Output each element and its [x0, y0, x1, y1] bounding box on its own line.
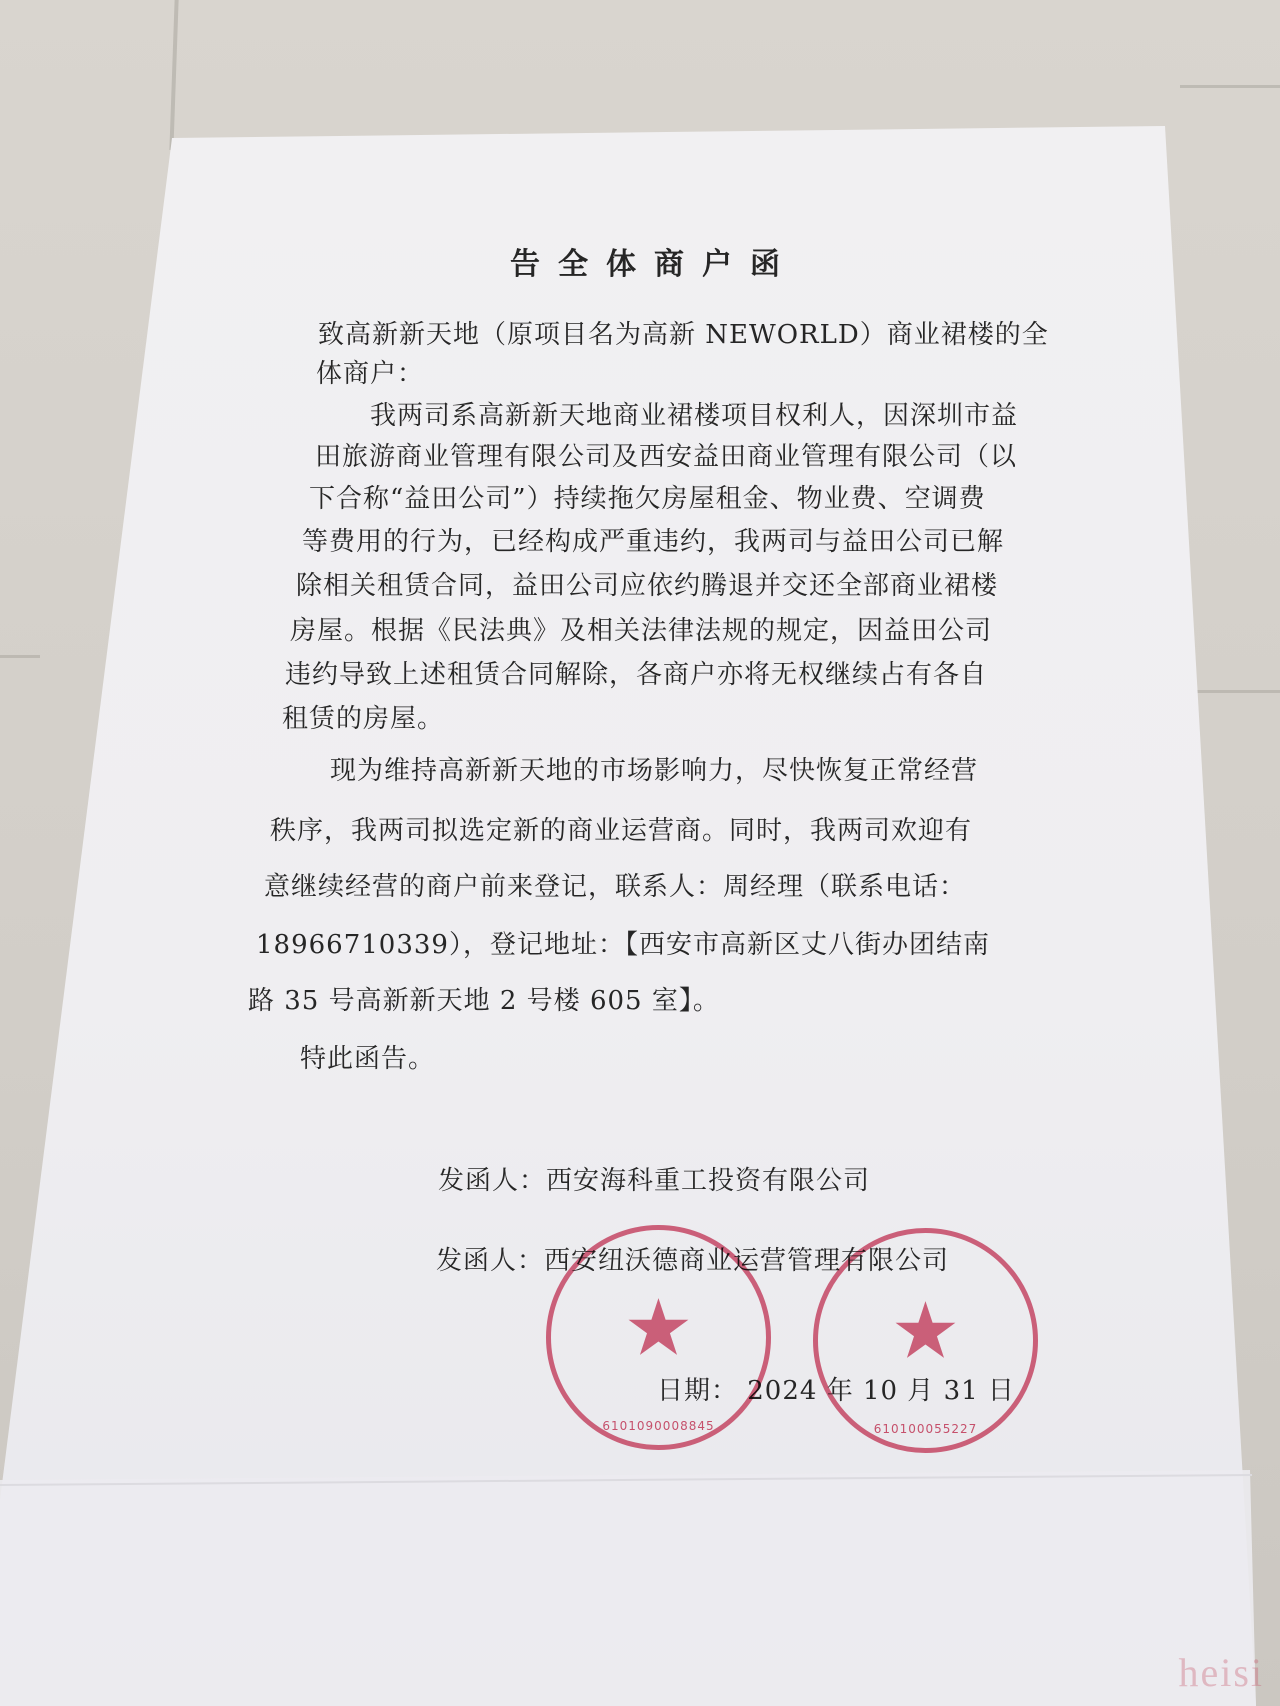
company-seal-right — [813, 1228, 1038, 1453]
paragraph-line: 除相关租赁合同，益田公司应依约腾退并交还全部商业裙楼 — [296, 571, 999, 601]
paragraph-line: 违约导致上述租赁合同解除，各商户亦将无权继续占有各自 — [285, 660, 988, 690]
company-seal-left — [546, 1225, 771, 1450]
paragraph-line: 房屋。根据《民法典》及相关法律法规的规定，因益田公司 — [290, 616, 993, 646]
paragraph-line: 路 35 号高新新天地 2 号楼 605 室】。 — [248, 986, 720, 1016]
paragraph-line: 租赁的房屋。 — [282, 704, 445, 734]
star-icon: ★ — [890, 1286, 961, 1377]
star-icon: ★ — [623, 1283, 694, 1374]
salutation-line: 致高新新天地（原项目名为高新 NEWORLD）商业裙楼的全 — [318, 320, 1049, 350]
date-line: 日期： 2024 年 10 月 31 日 — [657, 1376, 1015, 1406]
paragraph-line: 等费用的行为，已经构成严重违约，我两司与益田公司已解 — [302, 527, 1005, 557]
paragraph-line: 意继续经营的商户前来登记，联系人：周经理（联系电话： — [264, 872, 967, 902]
closing-line: 特此函告。 — [300, 1044, 436, 1074]
seal-code: 610100055227 — [873, 1422, 978, 1436]
sender-line: 发函人：西安海科重工投资有限公司 — [438, 1166, 871, 1196]
seal-code: 6101090008845 — [602, 1419, 715, 1433]
paragraph-line: 下合称“益田公司”）持续拖欠房屋租金、物业费、空调费 — [309, 484, 986, 514]
paragraph-line: 田旅游商业管理有限公司及西安益田商业管理有限公司（以 — [315, 442, 1018, 472]
paragraph-line: 现为维持高新新天地的市场影响力，尽快恢复正常经营 — [330, 756, 979, 786]
salutation-line: 体商户： — [316, 359, 425, 389]
watermark: heisi — [1178, 1650, 1264, 1695]
paragraph-line: 18966710339），登记地址：【西安市高新区丈八街办团结南 — [256, 930, 990, 960]
paragraph-line: 我两司系高新新天地商业裙楼项目权利人，因深圳市益 — [370, 401, 1019, 431]
document-title: 告全体商户函 — [510, 247, 798, 282]
sender-line: 发函人：西安纽沃德商业运营管理有限公司 — [436, 1246, 950, 1276]
paragraph-line: 秩序，我两司拟选定新的商业运营商。同时，我两司欢迎有 — [270, 816, 973, 846]
